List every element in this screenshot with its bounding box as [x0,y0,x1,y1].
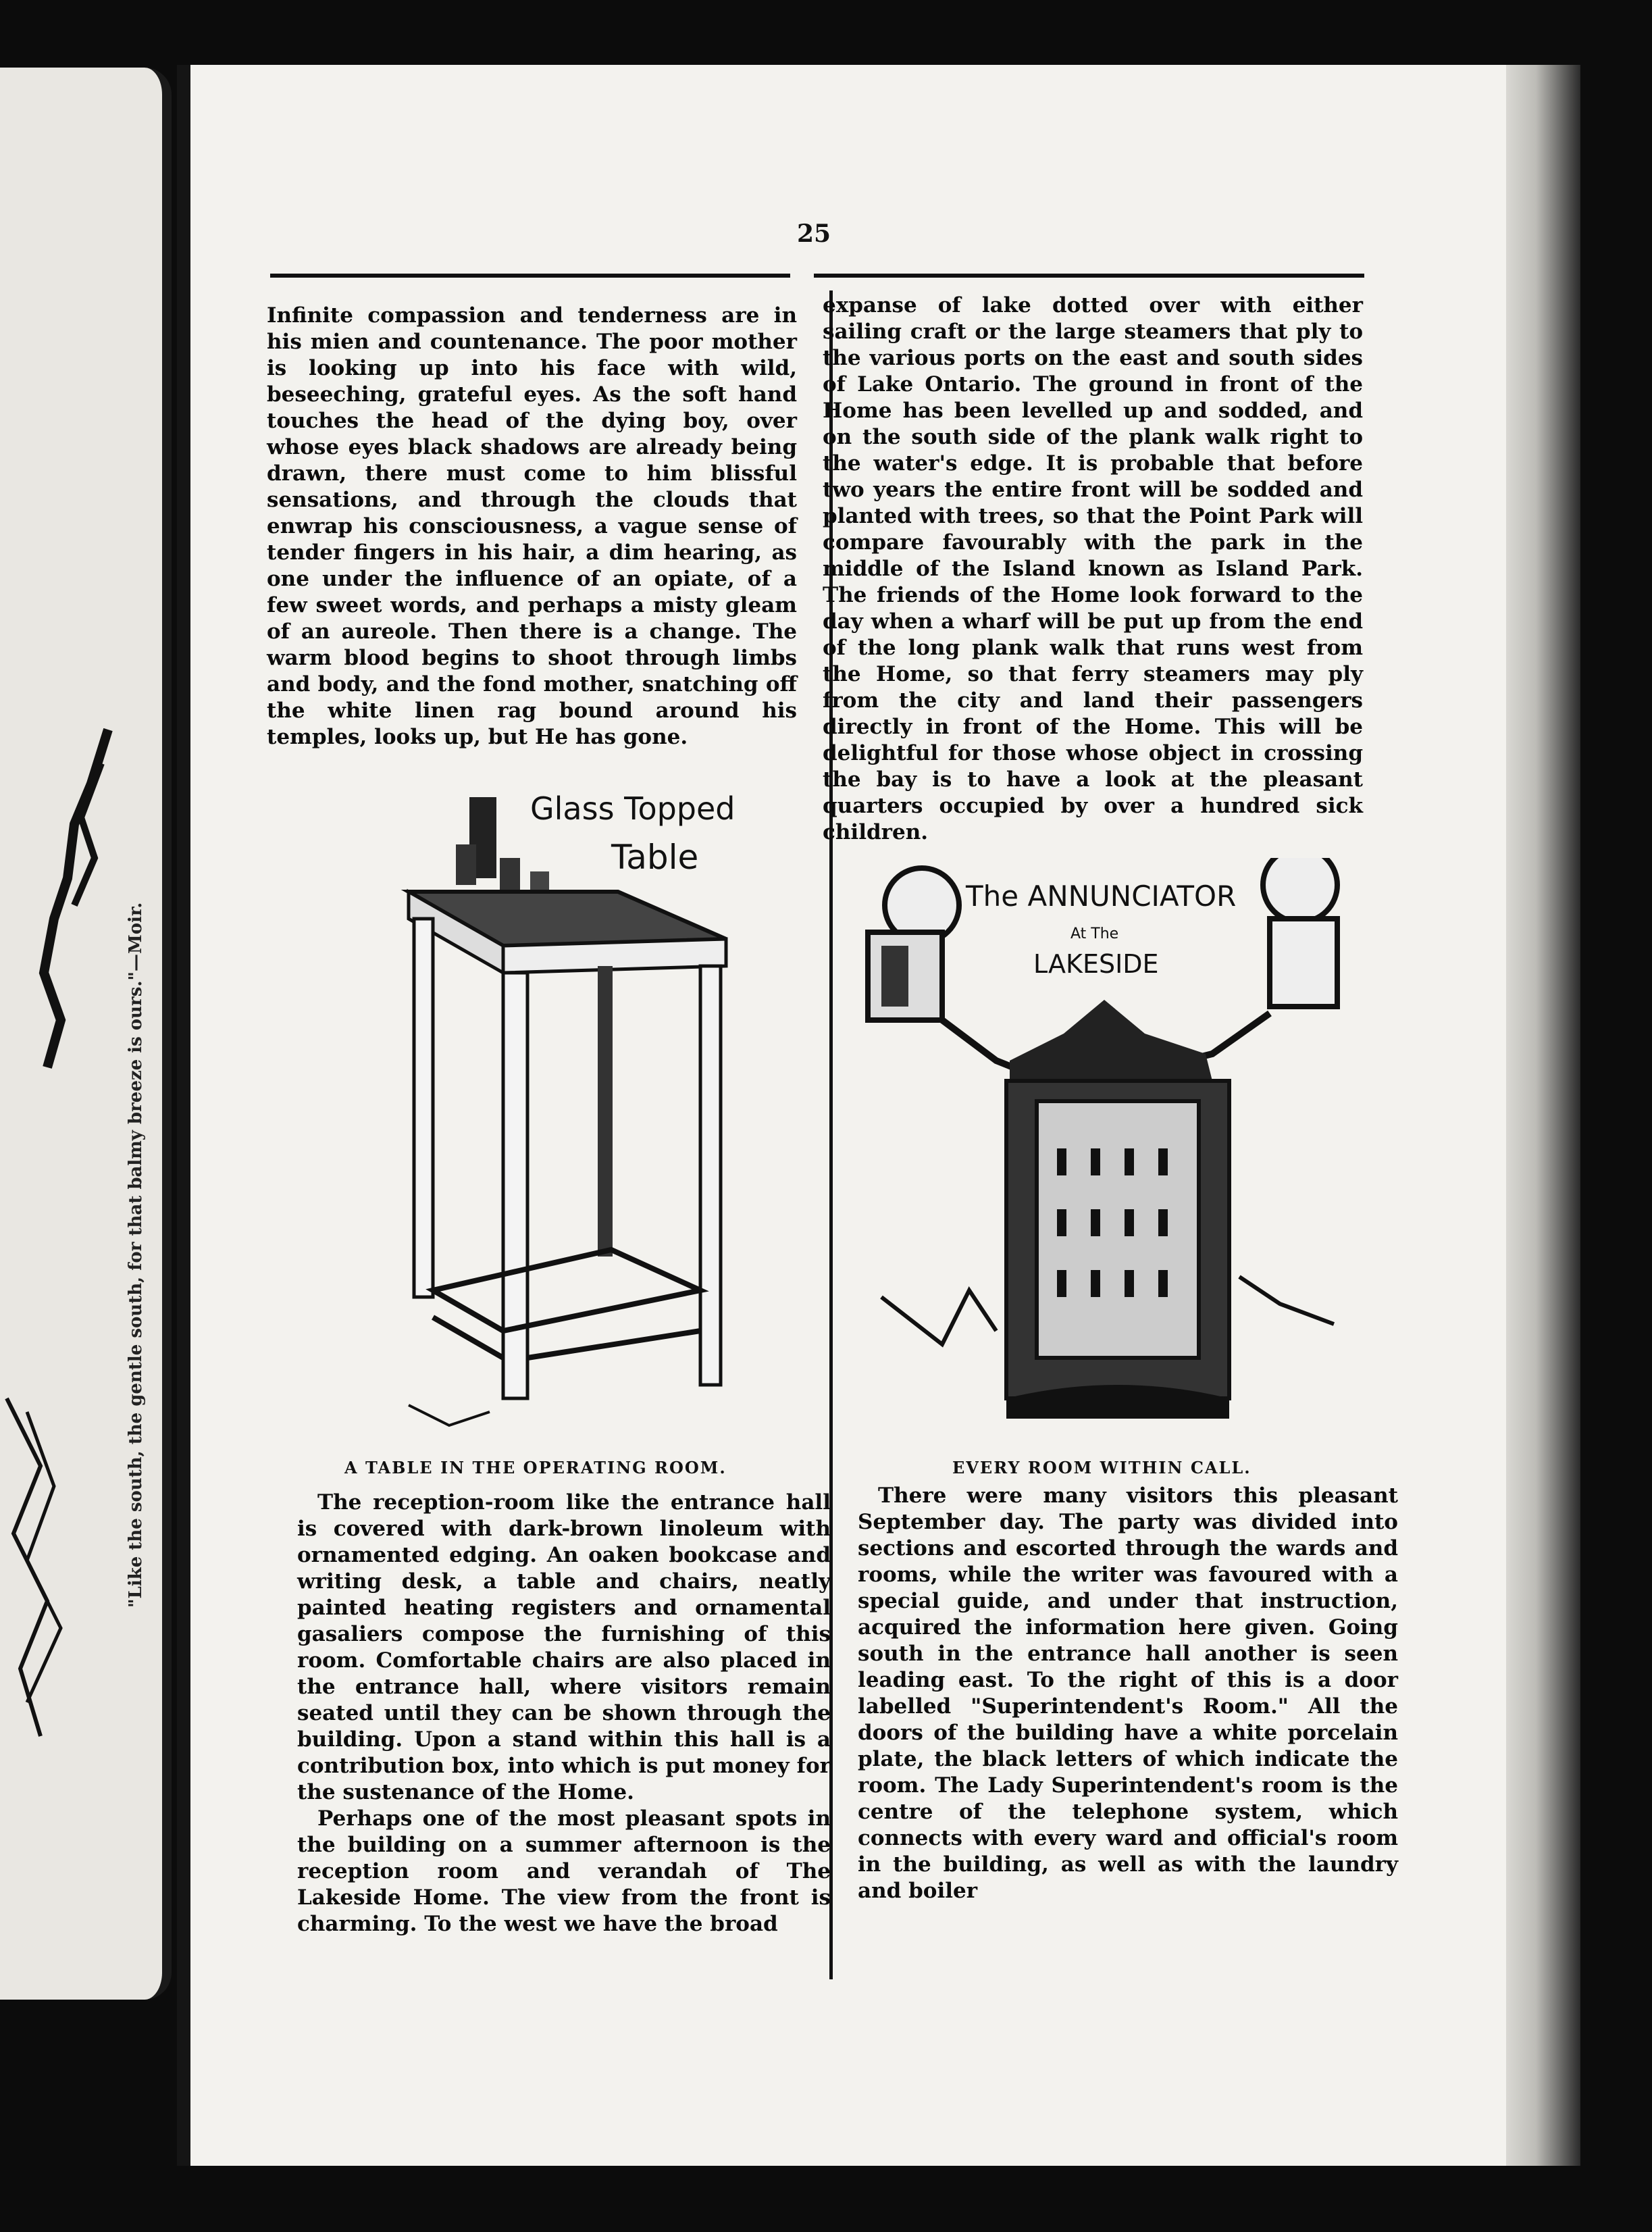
column2-top-text [823,293,1363,846]
annunciator-illustration [861,858,1361,1439]
page-edge [1506,65,1580,2166]
left-page-quote-text: "Like the south, the gentle south, for that balmy breeze is ours."—Moir. [126,902,146,1608]
annunciator-handwritten-line1: The ANNUNCIATOR [966,880,1237,913]
annunciator-handwritten-line2: At The [1070,925,1119,942]
column1-top-text [267,303,797,751]
page-number: 25 [797,220,831,248]
table-handwritten-label-line2: Table [611,838,699,877]
left-page-sketch [27,703,128,1081]
column1-top-paragraph: Infinite compassion and tenderness are in his mien and countenance. The poor mother is looking up into his face with wild, beseeching, grateful eyes. As the soft hand touches the head of the dying boy, over whose eyes black shadows are already being drawn, there must come to him blissful sensations, and through the clouds that enwrap his consciousness, a vague sense of tender fingers in his hair, a dim hearing, as one under the influence of an opiate, of a few sweet words, and perhaps a misty gleam of an aureole. Then there is a change. The warm blood begins to shoot through limbs and body, and the fond mother, snatching off the white linen rag bound around his temples, looks up, but He has gone. [267,303,797,749]
column1-bottom-paragraph2: Perhaps one of the most pleasant spots in the building on a summer afternoon is the reception room and verandah of The Lakeside Home. The view from the front is charming. To the west we have the broad [297,1806,831,1936]
column1-bottom-text [297,1490,831,1937]
annunciator-handwritten-line3: LAKESIDE [1033,949,1159,979]
column1-bottom-paragraph1: The reception-room like the entrance hall is covered with dark-brown linoleum with ornamented edging. An oaken bookcase and writing desk, a table and chairs, neatly painted heating registers and ornamental gasaliers compose the furnishing of this room. Comfortable chairs are also placed in the entrance hall, where visitors remain seated until they can be shown through the building. Upon a stand within this hall is a contribution box, into which is put money for the sustenance of the Home. [297,1490,831,1804]
annunciator-caption: EVERY ROOM WITHIN CALL. [952,1458,1251,1477]
header-rule-left [270,274,790,278]
left-page-quote [126,730,153,1608]
table-caption: A TABLE IN THE OPERATING ROOM. [344,1458,727,1477]
table-handwritten-label-line1: Glass Topped [530,790,735,827]
left-page-sketch-lower [0,1385,81,1790]
header-rule-right [814,274,1364,278]
column2-bottom-paragraph: There were many visitors this pleasant September day. The party was divided into sections and escorted through the wards and rooms, while the writer was favoured with a special guide, and under that instruction, acquired the information here given. Going south in the entrance hall another is seen leading east. To the right of this is a door labelled "Superintendent's Room." All the doors of the building have a white porcelain plate, the black letters of which indicate the room. The Lady Superintendent's room is the centre of the telephone system, which connects with every ward and official's room in the building, as well as with the laundry and boiler [858,1483,1398,1903]
column2-bottom-text [858,1483,1398,1904]
column2-top-paragraph: expanse of lake dotted over with either sailing craft or the large steamers that ply to the various ports on the east and south sides of Lake Ontario. The ground in front of the Home has been levelled up and sodded, and on the south side of the plank walk right to the water's edge. It is probable that before two years the entire front will be sodded and planted with trees, so that the Point Park will compare favourably with the park in the middle of the Island known as Island Park. The friends of the Home look forward to the day when a wharf will be put up from the end of the long plank walk that runs west from the Home, so that ferry steamers may ply from the city and land their passengers directly in front of the Home. This will be delightful for those whose object in crossing the bay is to have a look at the pleasant quarters occupied by over a hundred sick children. [823,293,1363,844]
